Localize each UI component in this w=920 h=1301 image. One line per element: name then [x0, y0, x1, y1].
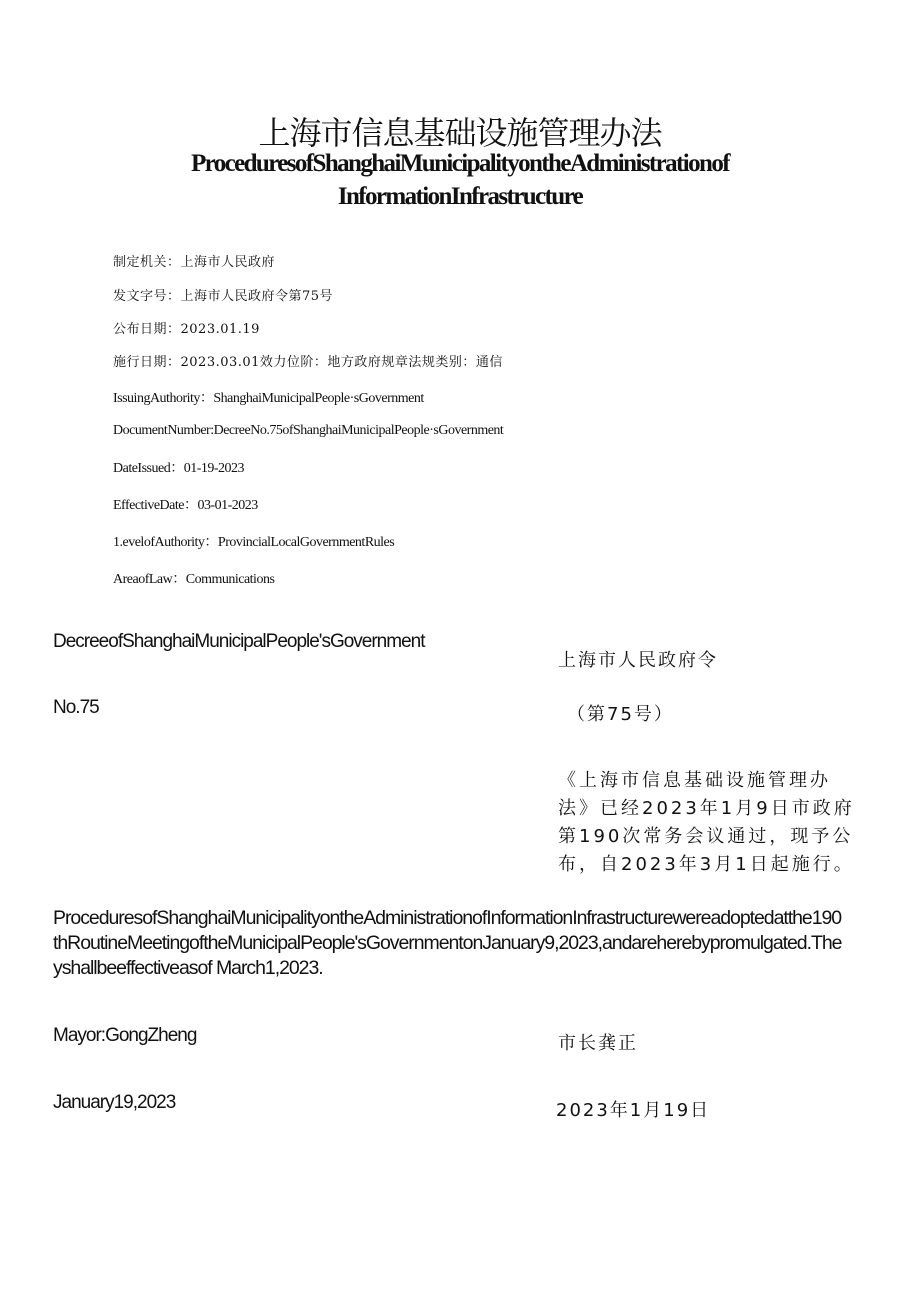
meta-document-number-en: DocumentNumber:DecreeNo.75ofShanghaiMunicipalPeople·sGovernment: [113, 423, 504, 438]
announcement-paragraph-en: ProceduresofShanghaiMunicipalityontheAdministrationofInformationInfrastructurewereadoptedatthe190thRoutineMeetingoftheMunicipalPeople'sGovernmentonJanuary9,2023,andareherebypromulgated.Theyshallbeeffectiveasof March1,2023.: [53, 907, 842, 979]
title-chinese: 上海市信息基础设施管理办法: [258, 114, 662, 152]
decree-number-en: No.75: [53, 697, 99, 718]
mayor-signature-cn: 市长龚正: [558, 1033, 638, 1054]
meta-issuing-authority-en: IssuingAuthority：ShanghaiMunicipalPeople·sGovernment: [113, 391, 424, 406]
mayor-signature-en: Mayor:GongZheng: [53, 1025, 197, 1046]
title-english-line2: InformationInfrastructure: [337, 183, 583, 210]
meta-authority-cn: 制定机关：上海市人民政府: [113, 255, 276, 270]
meta-effective-cn: 施行日期：2023.03.01效力位阶：地方政府规章法规类别：通信: [113, 355, 503, 370]
meta-effective-date-en: EffectiveDate：03-01-2023: [113, 498, 258, 513]
decree-heading-en: DecreeofShanghaiMunicipalPeople'sGovernment: [53, 631, 425, 652]
decree-heading-cn: 上海市人民政府令: [558, 650, 718, 671]
title-english-line1: ProceduresofShanghaiMunicipalityontheAdministrationof: [191, 150, 729, 177]
meta-level-en: 1.evelofAuthority：ProvincialLocalGovernmentRules: [113, 535, 395, 550]
meta-area-en: AreaofLaw：Communications: [113, 572, 275, 587]
meta-doc-number-cn: 发文字号：上海市人民政府令第75号: [113, 289, 334, 304]
signing-date-cn: 2023年1月19日: [556, 1100, 711, 1121]
meta-date-issued-cn: 公布日期：2023.01.19: [113, 322, 260, 337]
meta-date-issued-en: DateIssued：01-19-2023: [113, 461, 245, 476]
signing-date-en: January19,2023: [53, 1092, 176, 1113]
decree-number-cn: （第75号）: [567, 704, 674, 725]
announcement-paragraph-cn: 《上海市信息基础设施管理办法》已经2023年1月9日市政府第190次常务会议通过，现予公布，自2023年3月1日起施行。: [558, 770, 855, 875]
